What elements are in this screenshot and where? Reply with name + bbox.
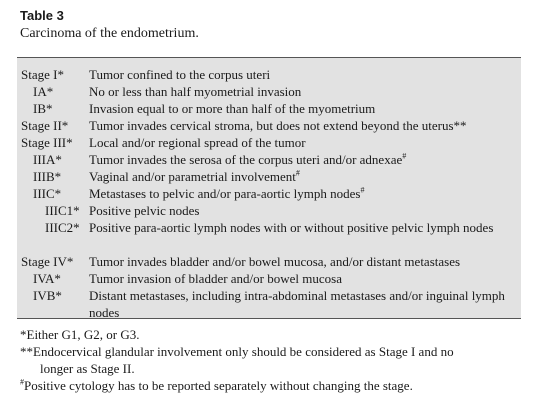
description-cell: Positive para-aortic lymph nodes with or without positive pelvic lymph nodes bbox=[89, 220, 494, 235]
stage-cell: Stage IV* bbox=[21, 254, 74, 269]
stage-cell: IIIC1* bbox=[45, 203, 80, 218]
description-cell: Tumor confined to the corpus uteri bbox=[89, 67, 271, 82]
footnote-marker: # bbox=[402, 151, 407, 161]
stage-cell: IB* bbox=[33, 101, 53, 116]
footnote: **Endocervical glandular involvement only should be considered as Stage I and no longer as Stage II. bbox=[20, 344, 454, 376]
staging-table bbox=[17, 57, 521, 319]
table-label: Table 3 bbox=[20, 8, 64, 23]
stage-cell: IIIC2* bbox=[45, 220, 80, 235]
description-cell: Metastases to pelvic and/or para-aortic lymph nodes# bbox=[89, 185, 365, 201]
description-cell: No or less than half myometrial invasion bbox=[89, 84, 302, 99]
stage-cell: Stage II* bbox=[21, 118, 69, 133]
footnotes bbox=[20, 326, 525, 394]
description-cell: Local and/or regional spread of the tumor bbox=[89, 135, 306, 150]
stage-cell: IIIB* bbox=[33, 169, 62, 184]
description-cell: Invasion equal to or more than half of the myometrium bbox=[89, 101, 376, 116]
stage-cell: IA* bbox=[33, 84, 54, 99]
description-cell: Vaginal and/or parametrial involvement# bbox=[89, 168, 300, 184]
footnote-marker: # bbox=[360, 185, 365, 195]
table-caption: Carcinoma of the endometrium. bbox=[20, 26, 199, 41]
stage-cell: IVB* bbox=[33, 288, 62, 303]
description-cell: Positive pelvic nodes bbox=[89, 203, 200, 218]
description-cell: Tumor invades the serosa of the corpus uteri and/or adnexae# bbox=[89, 151, 407, 167]
stage-cell: Stage III* bbox=[21, 135, 73, 150]
footnote: *Either G1, G2, or G3. bbox=[20, 327, 140, 342]
footnote: #Positive cytology has to be reported separately without changing the stage. bbox=[20, 377, 413, 393]
footnote-marker: # bbox=[295, 168, 300, 178]
stage-cell: Stage I* bbox=[21, 67, 64, 82]
stage-cell: IIIA* bbox=[33, 152, 62, 167]
stage-cell: IIIC* bbox=[33, 186, 62, 201]
description-cell: Tumor invades cervical stroma, but does not extend beyond the uterus** bbox=[89, 118, 467, 133]
description-cell: Distant metastases, including intra-abdominal metastases and/or inguinal lymph nodes bbox=[89, 288, 505, 320]
description-cell: Tumor invasion of bladder and/or bowel mucosa bbox=[89, 271, 342, 286]
description-cell: Tumor invades bladder and/or bowel mucosa, and/or distant metastases bbox=[89, 254, 461, 269]
footnote-marker: # bbox=[20, 377, 24, 387]
stage-cell: IVA* bbox=[33, 271, 61, 286]
